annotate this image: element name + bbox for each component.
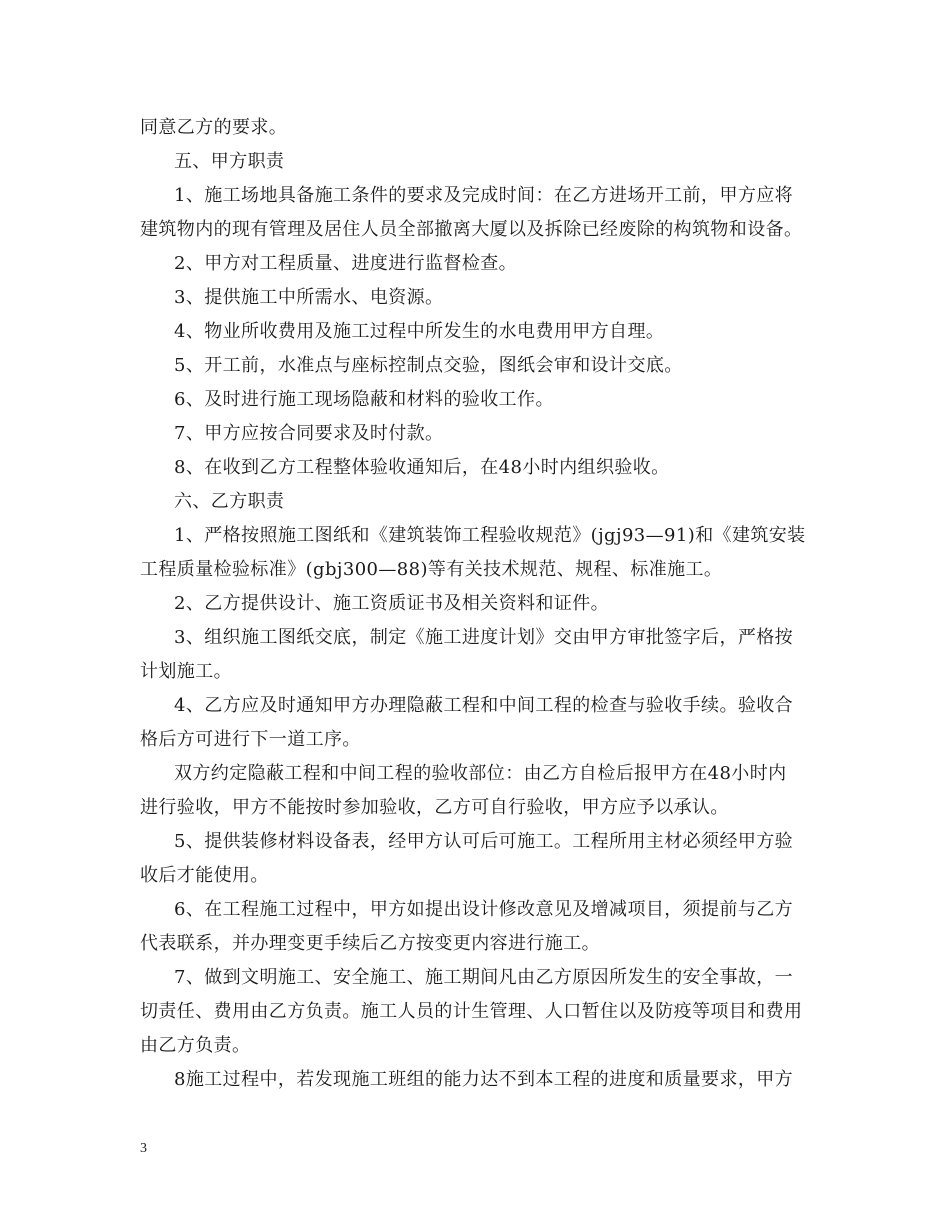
page-number: 3: [140, 1141, 147, 1156]
text-line: 1、施工场地具备施工条件的要求及完成时间：在乙方进场开工前，甲方应将: [174, 185, 794, 206]
text-line: 五、甲方职责: [174, 151, 285, 172]
text-line: 由乙方负责。: [140, 1035, 251, 1056]
text-line: 1、严格按照施工图纸和《建筑装饰工程验收规范》(jgj93—91)和《建筑安装: [174, 525, 806, 546]
text-line: 5、开工前，水准点与座标控制点交验，图纸会审和设计交底。: [174, 355, 683, 376]
text-line: 7、甲方应按合同要求及时付款。: [174, 423, 444, 444]
text-line: 收后才能使用。: [140, 865, 269, 886]
text-line: 同意乙方的要求。: [140, 117, 288, 138]
text-line: 3、组织施工图纸交底，制定《施工进度计划》交由甲方审批签字后，严格按: [174, 627, 794, 648]
text-line: 3、提供施工中所需水、电资源。: [174, 287, 444, 308]
text-line: 4、乙方应及时通知甲方办理隐蔽工程和中间工程的检查与验收手续。验收合: [174, 695, 794, 716]
text-line: 切责任、费用由乙方负责。施工人员的计生管理、人口暂住以及防疫等项目和费用: [140, 1001, 803, 1022]
text-line: 格后方可进行下一道工序。: [140, 729, 361, 750]
text-line: 8、在收到乙方工程整体验收通知后，在48小时内组织验收。: [174, 457, 670, 478]
text-line: 六、乙方职责: [174, 491, 285, 512]
text-line: 代表联系，并办理变更手续后乙方按变更内容进行施工。: [140, 933, 600, 954]
text-line: 8施工过程中，若发现施工班组的能力达不到本工程的进度和质量要求，甲方: [174, 1069, 794, 1090]
text-line: 7、做到文明施工、安全施工、施工期间凡由乙方原因所发生的安全事故，一: [174, 967, 794, 988]
text-line: 计划施工。: [140, 661, 232, 682]
text-line: 2、甲方对工程质量、进度进行监督检查。: [174, 253, 518, 274]
text-line: 5、提供装修材料设备表，经甲方认可后可施工。工程所用主材必须经甲方验: [174, 831, 794, 852]
text-line: 2、乙方提供设计、施工资质证书及相关资料和证件。: [174, 593, 610, 614]
text-line: 6、及时进行施工现场隐蔽和材料的验收工作。: [174, 389, 554, 410]
text-line: 4、物业所收费用及施工过程中所发生的水电费用甲方自理。: [174, 321, 665, 342]
text-line: 建筑物内的现有管理及居住人员全部撤离大厦以及拆除已经废除的构筑物和设备。: [140, 219, 803, 240]
document-body: [140, 111, 812, 1097]
text-line: 工程质量检验标准》(gbj300—88)等有关技术规范、规程、标准施工。: [140, 559, 723, 580]
text-line: 6、在工程施工过程中，甲方如提出设计修改意见及增减项目，须提前与乙方: [174, 899, 794, 920]
text-line: 进行验收，甲方不能按时参加验收，乙方可自行验收，甲方应予以承认。: [140, 797, 729, 818]
text-line: 双方约定隐蔽工程和中间工程的验收部位：由乙方自检后报甲方在48小时内: [174, 763, 787, 784]
